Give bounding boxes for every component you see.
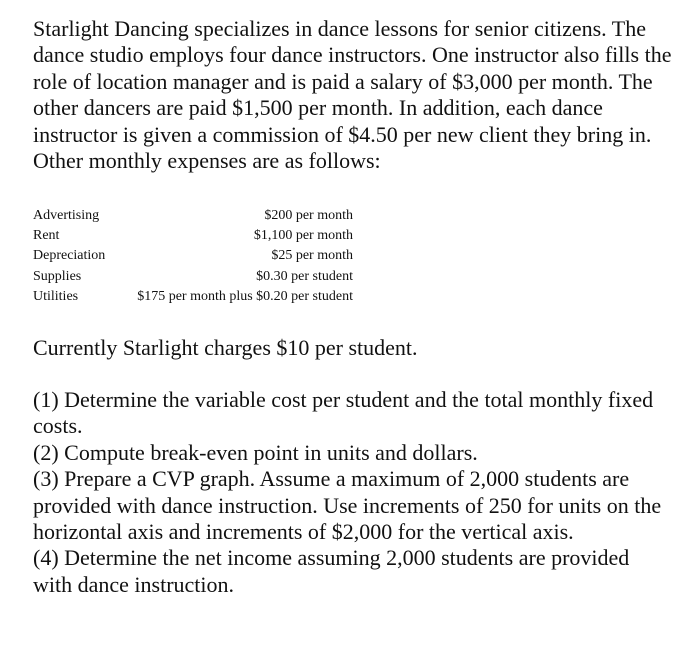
intro-paragraph: Starlight Dancing specializes in dance lessons for senior citizens. The dance studio employs four dance instructors. One instructor also fills the role of location manager and is paid a salary of $3,000 per month. The other dancers are paid $1,500 per month. In addition, each dance instructor is given a commission of $4.50 per new client they bring in. Other monthly expenses are as follows: — [33, 16, 672, 174]
question-item: (2) Compute break-even point in units and dollars. — [33, 439, 478, 465]
expense-row — [33, 287, 353, 307]
expense-row — [33, 246, 353, 266]
expense-label: Depreciation — [33, 248, 106, 264]
expense-row — [33, 206, 353, 226]
expense-amount: $175 per month plus $0.20 per student — [137, 288, 353, 304]
expense-label: Advertising — [33, 208, 100, 223]
expense-amount: $200 per month — [264, 208, 353, 223]
expense-label: Utilities — [33, 288, 79, 304]
question-item: (1) Determine the variable cost per student and the total monthly fixed costs. — [33, 387, 654, 439]
expense-amount: $1,100 per month — [253, 228, 353, 244]
expense-row — [33, 267, 353, 287]
expense-amount: $25 per month — [271, 248, 353, 264]
expense-row — [33, 226, 353, 246]
question-item: (4) Determine the net income assuming 2,000 students are provided with dance instruction. — [33, 545, 630, 597]
current-charge-text: Currently Starlight charges $10 per student. — [33, 335, 418, 360]
expense-amount: $0.30 per student — [256, 268, 353, 284]
expense-label: Rent — [33, 228, 60, 244]
question-item: (3) Prepare a CVP graph. Assume a maximum of 2,000 students are provided with dance instruction. Use increments of 250 for units on the horizontal axis and increments of $2,000 for the vertical axis. — [33, 466, 662, 545]
expense-label: Supplies — [33, 268, 82, 284]
expense-table — [33, 206, 353, 307]
question-list — [33, 387, 673, 598]
